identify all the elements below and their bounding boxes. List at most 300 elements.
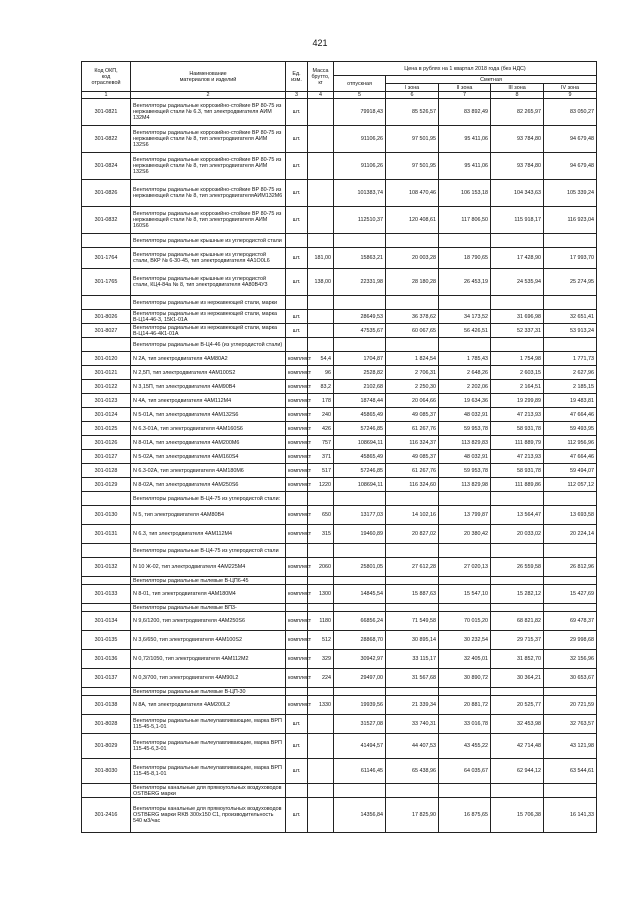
cell-price: 62 944,12 (491, 759, 544, 784)
section-title: Вентиляторы радиальные крышные из углеродистой стали (131, 234, 286, 248)
cell-price: 30 364,21 (491, 669, 544, 688)
cell-price: 2102,68 (334, 380, 386, 394)
cell-unit: комплект (286, 450, 308, 464)
cell-price: 15 706,38 (491, 798, 544, 833)
cell-price: 108694,11 (334, 436, 386, 450)
cell-price: 15 282,12 (491, 585, 544, 604)
cell-mass: 757 (308, 436, 334, 450)
cell-price: 31 696,98 (491, 310, 544, 324)
cell-price (439, 544, 491, 558)
table-row (82, 464, 597, 478)
cell-code: 301-8028 (82, 715, 131, 734)
cell-name: N 8-01А, тип электродвигателя 4АМ200М6 (131, 436, 286, 450)
table-row (82, 248, 597, 269)
table-row (82, 207, 597, 234)
cell-price (334, 577, 386, 585)
cell-name: N 6.3-01А, тип электродвигателя 4АМ160S6 (131, 422, 286, 436)
cell-name: Вентиляторы радиальные коррозийно-стойкие ВР 80-75 из нержавеющей стали № 6.3, тип электродвигателя АИМ 132М4 (131, 99, 286, 126)
cell-price: 29497,00 (334, 669, 386, 688)
cell-price (386, 688, 439, 696)
cell-code (82, 577, 131, 585)
cell-code: 301-0132 (82, 558, 131, 577)
cell-price (544, 784, 597, 798)
cell-price (544, 296, 597, 310)
cell-price: 14356,84 (334, 798, 386, 833)
cell-unit: комплект (286, 612, 308, 631)
cell-price: 31527,08 (334, 715, 386, 734)
column-number: 3 (286, 92, 308, 99)
cell-price: 65 438,96 (386, 759, 439, 784)
cell-price: 28868,70 (334, 631, 386, 650)
cell-price: 59 494,07 (544, 464, 597, 478)
cell-unit: шт. (286, 734, 308, 759)
cell-code: 301-0121 (82, 366, 131, 380)
cell-code: 301-1764 (82, 248, 131, 269)
cell-price: 59 953,78 (439, 422, 491, 436)
cell-price: 32 453,98 (491, 715, 544, 734)
cell-price: 18748,44 (334, 394, 386, 408)
cell-name: N 2А, тип электродвигателя 4АМ80А2 (131, 352, 286, 366)
cell-mass: 329 (308, 650, 334, 669)
cell-name: N 0,72/1050, тип электродвигателя 4АМ112М2 (131, 650, 286, 669)
section-title: Вентиляторы радиальные В-Ц4-75 из углеродистой стали (131, 544, 286, 558)
table-row (82, 366, 597, 380)
cell-price (491, 234, 544, 248)
cell-mass (308, 310, 334, 324)
cell-price: 120 408,61 (386, 207, 439, 234)
cell-price: 20 003,28 (386, 248, 439, 269)
cell-price: 42 714,48 (491, 734, 544, 759)
cell-name: N 8-01, тип электродвигателя 4АМ180М4 (131, 585, 286, 604)
cell-name: N 2,5П, тип электродвигателя 4АМ100S2 (131, 366, 286, 380)
cell-price: 113 829,98 (439, 478, 491, 492)
cell-unit: шт. (286, 248, 308, 269)
cell-mass: 83,2 (308, 380, 334, 394)
cell-unit (286, 544, 308, 558)
cell-unit (286, 604, 308, 612)
cell-unit: шт. (286, 759, 308, 784)
cell-price: 63 544,61 (544, 759, 597, 784)
table-row (82, 324, 597, 338)
table-row (82, 650, 597, 669)
cell-price: 95 411,06 (439, 126, 491, 153)
cell-price (334, 234, 386, 248)
cell-code: 301-0126 (82, 436, 131, 450)
cell-price: 14 102,16 (386, 506, 439, 525)
header-zone3: III зона (491, 84, 544, 92)
table-row (82, 734, 597, 759)
table-row (82, 394, 597, 408)
cell-price: 20 380,42 (439, 525, 491, 544)
table-row (82, 696, 597, 715)
table-row (82, 153, 597, 180)
cell-price: 22331,98 (334, 269, 386, 296)
cell-price: 111 889,86 (491, 478, 544, 492)
cell-price: 112 057,12 (544, 478, 597, 492)
cell-price: 19939,56 (334, 696, 386, 715)
cell-mass: 138,00 (308, 269, 334, 296)
table-row (82, 715, 597, 734)
header-zone4: IV зона (544, 84, 597, 92)
cell-price: 66856,24 (334, 612, 386, 631)
cell-price: 52 337,31 (491, 324, 544, 338)
cell-mass: 240 (308, 408, 334, 422)
column-number: 7 (439, 92, 491, 99)
cell-code: 301-0122 (82, 380, 131, 394)
cell-price: 91106,26 (334, 153, 386, 180)
cell-price (491, 296, 544, 310)
cell-price: 26 559,58 (491, 558, 544, 577)
cell-code (82, 604, 131, 612)
cell-name: Вентиляторы радиальные коррозийно-стойкие ВР 80-75 из нержавеющей стали № 8, тип электродвигателя АИМ 132S6 (131, 153, 286, 180)
cell-mass (308, 784, 334, 798)
cell-price: 29 998,68 (544, 631, 597, 650)
table-row (82, 408, 597, 422)
cell-unit (286, 296, 308, 310)
cell-price: 29 715,37 (491, 631, 544, 650)
cell-name: N 9,6/1200, тип электродвигателя 4АМ250S6 (131, 612, 286, 631)
cell-price: 57246,85 (334, 422, 386, 436)
cell-mass: 224 (308, 669, 334, 688)
cell-unit: комплект (286, 380, 308, 394)
cell-price: 16 875,65 (439, 798, 491, 833)
cell-price: 15 887,63 (386, 585, 439, 604)
cell-price: 17 428,90 (491, 248, 544, 269)
cell-price: 33 016,78 (439, 715, 491, 734)
cell-price: 97 501,95 (386, 126, 439, 153)
cell-price: 101383,74 (334, 180, 386, 207)
cell-price: 1 754,98 (491, 352, 544, 366)
cell-price: 82 265,97 (491, 99, 544, 126)
column-number: 1 (82, 92, 131, 99)
cell-price: 106 153,18 (439, 180, 491, 207)
cell-price: 20 881,72 (439, 696, 491, 715)
cell-name: N 3,15П, тип электродвигателя 4АМ90В4 (131, 380, 286, 394)
column-number: 9 (544, 92, 597, 99)
cell-price: 68 821,82 (491, 612, 544, 631)
cell-code: 301-0128 (82, 464, 131, 478)
cell-name: Вентиляторы радиальные коррозийно-стойкие ВР 80-75 из нержавеющей стали № 8, тип электродвигателяАИМ132М6 (131, 180, 286, 207)
cell-price (334, 784, 386, 798)
cell-price: 1 785,43 (439, 352, 491, 366)
cell-unit: шт. (286, 99, 308, 126)
cell-mass (308, 798, 334, 833)
cell-unit: комплект (286, 506, 308, 525)
section-row (82, 338, 597, 352)
cell-price (491, 492, 544, 506)
cell-price: 43 121,98 (544, 734, 597, 759)
cell-price: 30 653,67 (544, 669, 597, 688)
section-title: Вентиляторы радиальные пылевые В-ЦП6-45 (131, 577, 286, 585)
cell-mass (308, 715, 334, 734)
cell-price: 30942,97 (334, 650, 386, 669)
cell-mass (308, 99, 334, 126)
cell-price: 49 085,37 (386, 408, 439, 422)
cell-price: 27 612,28 (386, 558, 439, 577)
cell-price (386, 784, 439, 798)
table-row (82, 436, 597, 450)
section-title: Вентиляторы радиальные из нержавеющей стали, марки (131, 296, 286, 310)
cell-name: Вентиляторы радиальные пылеулавливающие, марка ВРП 115-45-5,1-01 (131, 715, 286, 734)
header-release: отпускная (334, 76, 386, 92)
cell-price: 32 651,41 (544, 310, 597, 324)
table-row (82, 759, 597, 784)
cell-price (439, 604, 491, 612)
cell-name: N 10 Ж-02, тип электродвигателя 4АМ225М4 (131, 558, 286, 577)
cell-code: 301-0127 (82, 450, 131, 464)
cell-price: 49 085,37 (386, 450, 439, 464)
cell-name: Вентиляторы радиальные из нержавеющей стали, марка В-Ц14-46-4К1-01А (131, 324, 286, 338)
cell-code: 301-0136 (82, 650, 131, 669)
cell-code: 301-0821 (82, 99, 131, 126)
cell-price: 47 213,93 (491, 450, 544, 464)
header-price: Цена в рублях на 1 квартал 2018 года (без НДС) (334, 62, 597, 76)
cell-mass: 178 (308, 394, 334, 408)
cell-name: Вентиляторы радиальные коррозийно-стойкие ВР 80-75 из нержавеющей стали № 8, тип электродвигателя АИМ 160S6 (131, 207, 286, 234)
cell-unit (286, 492, 308, 506)
cell-unit: комплект (286, 585, 308, 604)
section-row (82, 234, 597, 248)
cell-price (491, 604, 544, 612)
cell-price: 2 164,51 (491, 380, 544, 394)
cell-price: 60 067,65 (386, 324, 439, 338)
cell-price: 79918,43 (334, 99, 386, 126)
cell-mass: 1300 (308, 585, 334, 604)
cell-price: 58 931,78 (491, 422, 544, 436)
cell-price (491, 688, 544, 696)
cell-mass (308, 153, 334, 180)
cell-price (334, 296, 386, 310)
cell-price: 34 173,52 (439, 310, 491, 324)
cell-price (439, 577, 491, 585)
cell-mass: 517 (308, 464, 334, 478)
cell-price: 15 547,10 (439, 585, 491, 604)
cell-unit: шт. (286, 180, 308, 207)
cell-name: Вентиляторы радиальные коррозийно-стойкие ВР 80-75 из нержавеющей стали № 8, тип электродвигателя АИМ 132S6 (131, 126, 286, 153)
cell-price: 16 141,33 (544, 798, 597, 833)
section-title: Вентиляторы радиальные пылевые В-ЦП-30 (131, 688, 286, 696)
cell-name: N 0,3/700, тип электродвигателя 4АМ90L2 (131, 669, 286, 688)
cell-code: 301-0832 (82, 207, 131, 234)
cell-price: 36 378,62 (386, 310, 439, 324)
cell-price: 94 679,48 (544, 153, 597, 180)
cell-name: Вентиляторы радиальные пылеулавливающие, марка ВРП 115-45-6,3-01 (131, 734, 286, 759)
cell-name: N 8-02А, тип электродвигателя 4АМ250S6 (131, 478, 286, 492)
section-title: Вентиляторы радиальные пылевые ВП3- (131, 604, 286, 612)
cell-mass (308, 734, 334, 759)
cell-price (544, 234, 597, 248)
cell-price: 61 267,76 (386, 464, 439, 478)
table-row (82, 352, 597, 366)
cell-code: 301-0125 (82, 422, 131, 436)
cell-price: 2528,82 (334, 366, 386, 380)
table-row (82, 422, 597, 436)
section-row (82, 688, 597, 696)
cell-price: 64 035,67 (439, 759, 491, 784)
cell-price: 30 232,54 (439, 631, 491, 650)
section-title: Вентиляторы радиальные В-Ц4-75 из углеродистой стали: (131, 492, 286, 506)
cell-unit (286, 234, 308, 248)
cell-price: 83 050,27 (544, 99, 597, 126)
cell-price: 1 771,73 (544, 352, 597, 366)
table-row (82, 525, 597, 544)
table-row (82, 310, 597, 324)
cell-price: 116 324,37 (386, 436, 439, 450)
cell-price: 32 405,01 (439, 650, 491, 669)
column-number-row (82, 92, 597, 99)
cell-price: 13177,03 (334, 506, 386, 525)
table-row (82, 558, 597, 577)
cell-unit: комплект (286, 525, 308, 544)
cell-price (439, 492, 491, 506)
cell-unit: комплект (286, 650, 308, 669)
cell-price (439, 338, 491, 352)
column-number: 4 (308, 92, 334, 99)
cell-price (386, 296, 439, 310)
cell-price (439, 784, 491, 798)
cell-code: 301-0824 (82, 153, 131, 180)
cell-code: 301-0135 (82, 631, 131, 650)
cell-name: N 5-02А, тип электродвигателя 4АМ160S4 (131, 450, 286, 464)
cell-code: 301-0133 (82, 585, 131, 604)
cell-price: 15863,21 (334, 248, 386, 269)
cell-code: 301-0120 (82, 352, 131, 366)
cell-code: 301-0131 (82, 525, 131, 544)
cell-name: Вентиляторы радиальные крышные из углеродистой стали, КЦ4-84а № 8, тип электродвигателя 4А80В4У3 (131, 269, 286, 296)
cell-code: 301-8026 (82, 310, 131, 324)
cell-price: 18 790,65 (439, 248, 491, 269)
table-row (82, 585, 597, 604)
cell-name: N 8А, тип электродвигателя 4АМ200L2 (131, 696, 286, 715)
cell-code (82, 784, 131, 798)
cell-price: 27 020,13 (439, 558, 491, 577)
cell-unit: комплект (286, 422, 308, 436)
section-row (82, 544, 597, 558)
cell-mass: 1220 (308, 478, 334, 492)
cell-name: Вентиляторы канальные для прямоугольных воздуховодов OSTBERG марки RKB 300х150 C1, производительность 540 м3/час (131, 798, 286, 833)
cell-code: 301-8029 (82, 734, 131, 759)
cell-price: 59 493,95 (544, 422, 597, 436)
cell-code (82, 492, 131, 506)
cell-price: 61 267,76 (386, 422, 439, 436)
cell-price: 93 784,80 (491, 126, 544, 153)
cell-price (386, 604, 439, 612)
cell-mass: 181,00 (308, 248, 334, 269)
table-row (82, 180, 597, 207)
table-row (82, 798, 597, 833)
cell-price: 108 470,46 (386, 180, 439, 207)
cell-price: 21 339,34 (386, 696, 439, 715)
column-number: 5 (334, 92, 386, 99)
page-number: 421 (312, 38, 328, 48)
cell-unit: шт. (286, 715, 308, 734)
section-row (82, 577, 597, 585)
header-zone1: I зона (386, 84, 439, 92)
cell-price: 2 648,26 (439, 366, 491, 380)
header-name: Наименование материалов и изделий (131, 62, 286, 92)
cell-price: 105 339,24 (544, 180, 597, 207)
cell-price: 56 426,51 (439, 324, 491, 338)
cell-unit: шт. (286, 153, 308, 180)
cell-name: N 5-01А, тип электродвигателя 4АМ132S6 (131, 408, 286, 422)
cell-name: N 6.3-02А, тип электродвигателя 4АМ180М6 (131, 464, 286, 478)
cell-price: 20 525,77 (491, 696, 544, 715)
cell-unit (286, 338, 308, 352)
cell-mass: 1180 (308, 612, 334, 631)
cell-mass: 650 (308, 506, 334, 525)
cell-price: 2 185,15 (544, 380, 597, 394)
cell-unit: шт. (286, 310, 308, 324)
cell-unit: шт. (286, 126, 308, 153)
cell-mass (308, 296, 334, 310)
header-unit: Ед. изм. (286, 62, 308, 92)
cell-price (439, 234, 491, 248)
cell-unit (286, 577, 308, 585)
table-row (82, 478, 597, 492)
table-row (82, 631, 597, 650)
cell-price (439, 688, 491, 696)
cell-name: N 3,6/650, тип электродвигателя 4АМ100S2 (131, 631, 286, 650)
cell-price: 20 721,59 (544, 696, 597, 715)
cell-price: 2 250,30 (386, 380, 439, 394)
price-table (81, 61, 597, 833)
cell-price: 91106,26 (334, 126, 386, 153)
cell-price (386, 544, 439, 558)
cell-mass (308, 126, 334, 153)
cell-code: 301-8030 (82, 759, 131, 784)
cell-unit: комплект (286, 631, 308, 650)
cell-price (334, 688, 386, 696)
cell-price: 20 224,14 (544, 525, 597, 544)
cell-unit: комплект (286, 558, 308, 577)
cell-price (544, 577, 597, 585)
cell-unit: шт. (286, 207, 308, 234)
section-row (82, 492, 597, 506)
cell-price: 94 679,48 (544, 126, 597, 153)
cell-price (439, 296, 491, 310)
cell-price: 59 953,78 (439, 464, 491, 478)
cell-price: 19460,89 (334, 525, 386, 544)
cell-code: 301-0129 (82, 478, 131, 492)
cell-mass: 426 (308, 422, 334, 436)
cell-price: 113 829,83 (439, 436, 491, 450)
cell-code (82, 296, 131, 310)
cell-mass (308, 207, 334, 234)
cell-code: 301-0124 (82, 408, 131, 422)
cell-unit: шт. (286, 798, 308, 833)
cell-mass (308, 324, 334, 338)
cell-price (544, 604, 597, 612)
cell-price: 116 324,60 (386, 478, 439, 492)
cell-unit: комплект (286, 394, 308, 408)
table-row (82, 380, 597, 394)
cell-mass: 315 (308, 525, 334, 544)
cell-mass: 96 (308, 366, 334, 380)
cell-price: 2 603,15 (491, 366, 544, 380)
table-row (82, 450, 597, 464)
cell-mass: 512 (308, 631, 334, 650)
cell-code (82, 338, 131, 352)
cell-price (491, 338, 544, 352)
cell-price: 33 115,17 (386, 650, 439, 669)
cell-unit: комплект (286, 696, 308, 715)
cell-code (82, 234, 131, 248)
cell-price (386, 577, 439, 585)
cell-mass (308, 577, 334, 585)
cell-price: 45865,49 (334, 408, 386, 422)
cell-price (386, 338, 439, 352)
cell-unit: комплект (286, 352, 308, 366)
